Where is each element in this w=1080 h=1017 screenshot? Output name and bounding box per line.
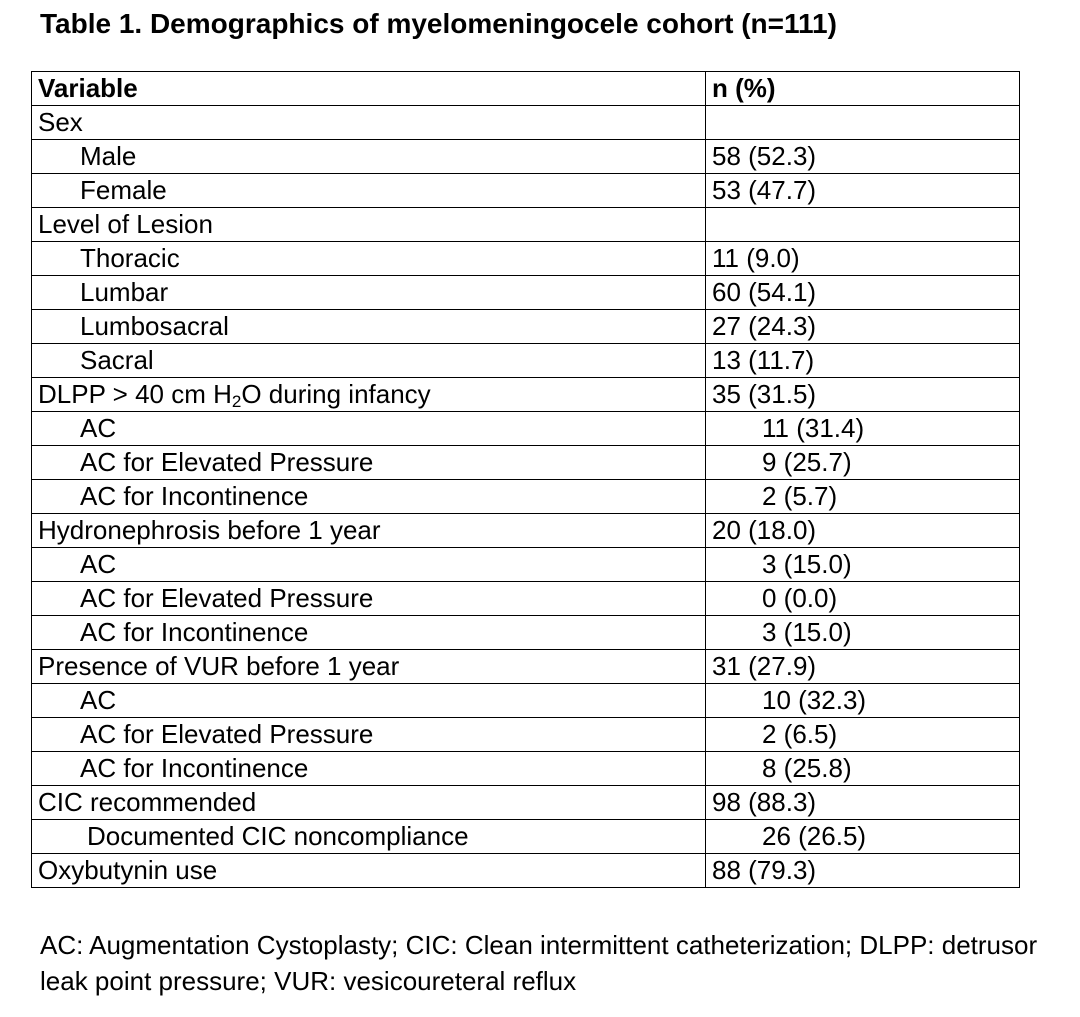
header-value: n (%) [706,72,1020,106]
row-label: AC [32,548,706,582]
row-value: 2 (5.7) [706,480,1020,514]
table-header-row [32,72,1020,106]
table-row [32,854,1020,888]
row-label: AC [32,412,706,446]
row-value: 60 (54.1) [706,276,1020,310]
row-label: Sacral [32,344,706,378]
table-row [32,514,1020,548]
table-row [32,684,1020,718]
row-value: 35 (31.5) [706,378,1020,412]
table-row [32,106,1020,140]
header-variable: Variable [32,72,706,106]
row-value [706,208,1020,242]
demographics-table [31,71,1020,888]
row-value: 88 (79.3) [706,854,1020,888]
row-label: AC [32,684,706,718]
row-value: 11 (9.0) [706,242,1020,276]
row-label: AC for Elevated Pressure [32,718,706,752]
row-label: Hydronephrosis before 1 year [32,514,706,548]
row-value: 53 (47.7) [706,174,1020,208]
table-row [32,344,1020,378]
row-label: AC for Incontinence [32,480,706,514]
table-row [32,242,1020,276]
table-row [32,616,1020,650]
subscript-2: 2 [231,392,242,411]
row-value: 11 (31.4) [706,412,1020,446]
table-row [32,718,1020,752]
table-row [32,480,1020,514]
row-label: AC for Elevated Pressure [32,582,706,616]
row-value [706,106,1020,140]
row-label-part: DLPP > 40 cm H [38,379,232,409]
row-label: Male [32,140,706,174]
row-value: 58 (52.3) [706,140,1020,174]
table-footnote: AC: Augmentation Cystoplasty; CIC: Clean intermittent catheterization; DLPP: detrusor leak point pressure; VUR: vesicoureteral reflux [40,930,1038,996]
table-row [32,548,1020,582]
row-label: Sex [32,106,706,140]
row-label: Oxybutynin use [32,854,706,888]
row-label: CIC recommended [32,786,706,820]
row-value: 0 (0.0) [706,582,1020,616]
row-value: 98 (88.3) [706,786,1020,820]
row-label-part: O during infancy [241,379,431,409]
row-label: AC for Elevated Pressure [32,446,706,480]
table-row [32,412,1020,446]
row-value: 9 (25.7) [706,446,1020,480]
row-value: 2 (6.5) [706,718,1020,752]
table-row [32,208,1020,242]
table-title: Table 1. Demographics of myelomeningocele cohort (n=111) [40,8,837,39]
table-row [32,752,1020,786]
row-value: 27 (24.3) [706,310,1020,344]
table-row [32,650,1020,684]
row-label: Presence of VUR before 1 year [32,650,706,684]
row-value: 8 (25.8) [706,752,1020,786]
table-row [32,820,1020,854]
table-row [32,446,1020,480]
row-label: AC for Incontinence [32,752,706,786]
table-row [32,786,1020,820]
table-row [32,174,1020,208]
table-row [32,582,1020,616]
row-value: 26 (26.5) [706,820,1020,854]
row-value: 3 (15.0) [706,616,1020,650]
row-label: Documented CIC noncompliance [32,820,706,854]
row-label: Thoracic [32,242,706,276]
row-value: 3 (15.0) [706,548,1020,582]
row-label: AC for Incontinence [32,616,706,650]
table-row [32,378,1020,412]
row-label: Lumbosacral [32,310,706,344]
row-value: 13 (11.7) [706,344,1020,378]
row-label: Female [32,174,706,208]
table-row [32,140,1020,174]
row-value: 20 (18.0) [706,514,1020,548]
row-label [32,378,706,412]
row-label: Level of Lesion [32,208,706,242]
row-value: 10 (32.3) [706,684,1020,718]
table-row [32,276,1020,310]
table-row [32,310,1020,344]
row-label: Lumbar [32,276,706,310]
row-value: 31 (27.9) [706,650,1020,684]
